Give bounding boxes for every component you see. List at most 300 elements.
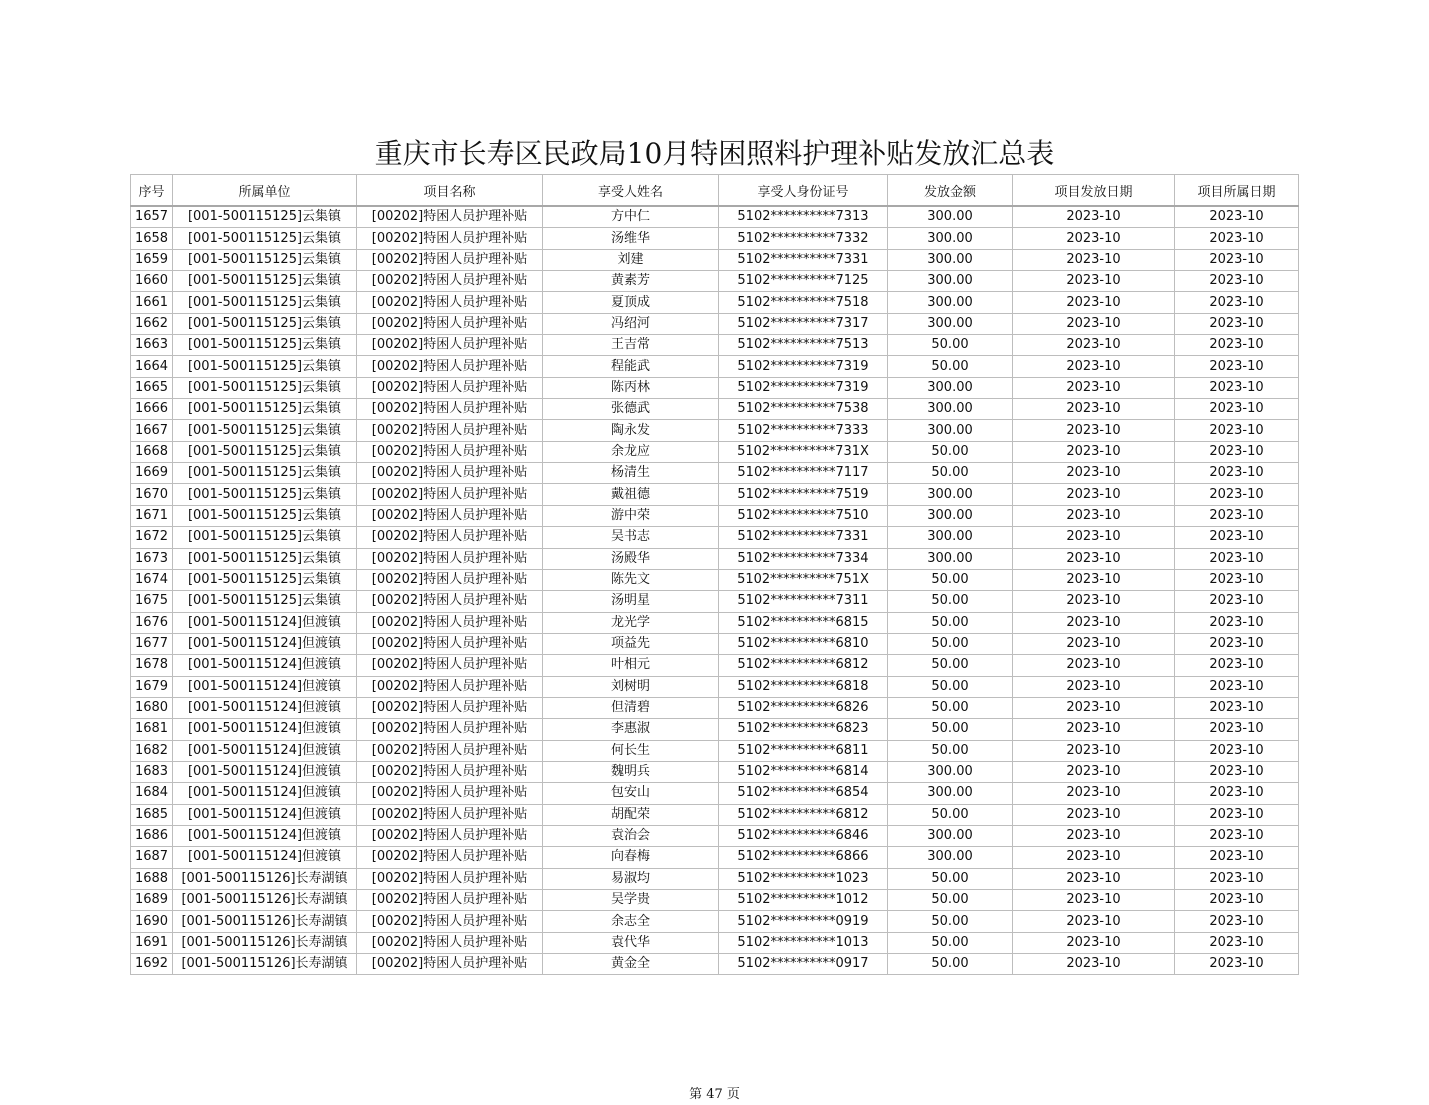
cell-col-id-number: 5102**********7331 <box>719 527 888 548</box>
cell-col-name: 程能武 <box>543 356 719 377</box>
table-row <box>131 783 1299 804</box>
cell-col-id-number: 5102**********7519 <box>719 484 888 505</box>
cell-col-unit: [001-500115124]但渡镇 <box>173 697 357 718</box>
cell-col-index: 1684 <box>131 783 173 804</box>
cell-col-project: [00202]特困人员护理补贴 <box>357 954 543 975</box>
cell-col-period: 2023-10 <box>1175 954 1299 975</box>
cell-col-period: 2023-10 <box>1175 399 1299 420</box>
cell-col-id-number: 5102**********7125 <box>719 271 888 292</box>
cell-col-id-number: 5102**********6818 <box>719 676 888 697</box>
cell-col-project: [00202]特困人员护理补贴 <box>357 676 543 697</box>
table-row <box>131 356 1299 377</box>
cell-col-unit: [001-500115125]云集镇 <box>173 569 357 590</box>
cell-col-name: 易淑均 <box>543 868 719 889</box>
page-footer-suffix: 页 <box>726 1087 740 1102</box>
cell-col-id-number: 5102**********7510 <box>719 505 888 526</box>
cell-col-amount: 50.00 <box>888 335 1013 356</box>
cell-col-project: [00202]特困人员护理补贴 <box>357 591 543 612</box>
cell-col-unit: [001-500115125]云集镇 <box>173 484 357 505</box>
cell-col-id-number: 5102**********6814 <box>719 761 888 782</box>
cell-col-period: 2023-10 <box>1175 911 1299 932</box>
table-row <box>131 377 1299 398</box>
header-col-name: 享受人姓名 <box>543 175 719 207</box>
cell-col-period: 2023-10 <box>1175 676 1299 697</box>
table-header <box>131 175 1299 207</box>
table-row <box>131 847 1299 868</box>
cell-col-issue-date: 2023-10 <box>1013 825 1175 846</box>
cell-col-index: 1690 <box>131 911 173 932</box>
cell-col-issue-date: 2023-10 <box>1013 569 1175 590</box>
table-row <box>131 655 1299 676</box>
cell-col-index: 1666 <box>131 399 173 420</box>
cell-col-unit: [001-500115125]云集镇 <box>173 249 357 270</box>
cell-col-id-number: 5102**********6854 <box>719 783 888 804</box>
cell-col-id-number: 5102**********7334 <box>719 548 888 569</box>
cell-col-name: 何长生 <box>543 740 719 761</box>
cell-col-name: 黄素芳 <box>543 271 719 292</box>
cell-col-amount: 300.00 <box>888 271 1013 292</box>
cell-col-period: 2023-10 <box>1175 441 1299 462</box>
cell-col-index: 1660 <box>131 271 173 292</box>
cell-col-issue-date: 2023-10 <box>1013 911 1175 932</box>
cell-col-project: [00202]特困人员护理补贴 <box>357 463 543 484</box>
cell-col-index: 1665 <box>131 377 173 398</box>
cell-col-index: 1657 <box>131 206 173 228</box>
table-row <box>131 954 1299 975</box>
table-body <box>131 206 1299 975</box>
cell-col-project: [00202]特困人员护理补贴 <box>357 548 543 569</box>
cell-col-name: 吴学贵 <box>543 890 719 911</box>
table-row <box>131 676 1299 697</box>
cell-col-index: 1680 <box>131 697 173 718</box>
cell-col-name: 刘建 <box>543 249 719 270</box>
cell-col-period: 2023-10 <box>1175 377 1299 398</box>
cell-col-period: 2023-10 <box>1175 569 1299 590</box>
header-col-project: 项目名称 <box>357 175 543 207</box>
table-row <box>131 740 1299 761</box>
cell-col-unit: [001-500115125]云集镇 <box>173 527 357 548</box>
cell-col-period: 2023-10 <box>1175 335 1299 356</box>
cell-col-period: 2023-10 <box>1175 719 1299 740</box>
cell-col-id-number: 5102**********0917 <box>719 954 888 975</box>
cell-col-project: [00202]特困人员护理补贴 <box>357 932 543 953</box>
cell-col-name: 王吉常 <box>543 335 719 356</box>
table-row <box>131 441 1299 462</box>
cell-col-amount: 50.00 <box>888 356 1013 377</box>
cell-col-unit: [001-500115125]云集镇 <box>173 335 357 356</box>
cell-col-project: [00202]特困人员护理补贴 <box>357 420 543 441</box>
cell-col-unit: [001-500115125]云集镇 <box>173 420 357 441</box>
cell-col-index: 1659 <box>131 249 173 270</box>
cell-col-index: 1688 <box>131 868 173 889</box>
cell-col-unit: [001-500115124]但渡镇 <box>173 655 357 676</box>
cell-col-id-number: 5102**********6823 <box>719 719 888 740</box>
cell-col-unit: [001-500115125]云集镇 <box>173 548 357 569</box>
cell-col-period: 2023-10 <box>1175 548 1299 569</box>
cell-col-issue-date: 2023-10 <box>1013 420 1175 441</box>
page-footer-prefix: 第 <box>689 1087 703 1102</box>
cell-col-amount: 300.00 <box>888 377 1013 398</box>
table-row <box>131 206 1299 228</box>
cell-col-project: [00202]特困人员护理补贴 <box>357 569 543 590</box>
table-row <box>131 548 1299 569</box>
cell-col-issue-date: 2023-10 <box>1013 804 1175 825</box>
cell-col-unit: [001-500115126]长寿湖镇 <box>173 911 357 932</box>
cell-col-period: 2023-10 <box>1175 633 1299 654</box>
cell-col-period: 2023-10 <box>1175 206 1299 228</box>
header-col-amount: 发放金额 <box>888 175 1013 207</box>
cell-col-issue-date: 2023-10 <box>1013 847 1175 868</box>
cell-col-amount: 300.00 <box>888 825 1013 846</box>
cell-col-unit: [001-500115126]长寿湖镇 <box>173 954 357 975</box>
cell-col-name: 夏顶成 <box>543 292 719 313</box>
cell-col-index: 1661 <box>131 292 173 313</box>
cell-col-name: 汤维华 <box>543 228 719 249</box>
cell-col-id-number: 5102**********7518 <box>719 292 888 313</box>
cell-col-name: 包安山 <box>543 783 719 804</box>
cell-col-id-number: 5102**********7311 <box>719 591 888 612</box>
cell-col-id-number: 5102**********0919 <box>719 911 888 932</box>
cell-col-unit: [001-500115125]云集镇 <box>173 271 357 292</box>
cell-col-period: 2023-10 <box>1175 292 1299 313</box>
cell-col-name: 戴祖德 <box>543 484 719 505</box>
cell-col-project: [00202]特困人员护理补贴 <box>357 313 543 334</box>
cell-col-issue-date: 2023-10 <box>1013 463 1175 484</box>
table-row <box>131 697 1299 718</box>
cell-col-id-number: 5102**********1012 <box>719 890 888 911</box>
cell-col-name: 冯绍河 <box>543 313 719 334</box>
cell-col-name: 魏明兵 <box>543 761 719 782</box>
cell-col-amount: 50.00 <box>888 591 1013 612</box>
cell-col-index: 1667 <box>131 420 173 441</box>
cell-col-unit: [001-500115125]云集镇 <box>173 206 357 228</box>
cell-col-issue-date: 2023-10 <box>1013 505 1175 526</box>
cell-col-index: 1662 <box>131 313 173 334</box>
cell-col-amount: 300.00 <box>888 548 1013 569</box>
cell-col-period: 2023-10 <box>1175 463 1299 484</box>
header-row <box>131 175 1299 207</box>
cell-col-project: [00202]特困人员护理补贴 <box>357 249 543 270</box>
cell-col-project: [00202]特困人员护理补贴 <box>357 761 543 782</box>
cell-col-name: 吴书志 <box>543 527 719 548</box>
cell-col-name: 余龙应 <box>543 441 719 462</box>
cell-col-project: [00202]特困人员护理补贴 <box>357 441 543 462</box>
cell-col-index: 1679 <box>131 676 173 697</box>
cell-col-unit: [001-500115125]云集镇 <box>173 591 357 612</box>
cell-col-issue-date: 2023-10 <box>1013 399 1175 420</box>
cell-col-issue-date: 2023-10 <box>1013 697 1175 718</box>
cell-col-amount: 50.00 <box>888 932 1013 953</box>
cell-col-id-number: 5102**********7331 <box>719 249 888 270</box>
cell-col-issue-date: 2023-10 <box>1013 271 1175 292</box>
cell-col-issue-date: 2023-10 <box>1013 441 1175 462</box>
cell-col-index: 1683 <box>131 761 173 782</box>
cell-col-project: [00202]特困人员护理补贴 <box>357 655 543 676</box>
cell-col-name: 黄金全 <box>543 954 719 975</box>
cell-col-unit: [001-500115125]云集镇 <box>173 399 357 420</box>
cell-col-index: 1669 <box>131 463 173 484</box>
cell-col-issue-date: 2023-10 <box>1013 292 1175 313</box>
cell-col-unit: [001-500115125]云集镇 <box>173 377 357 398</box>
cell-col-project: [00202]特困人员护理补贴 <box>357 633 543 654</box>
cell-col-id-number: 5102**********7317 <box>719 313 888 334</box>
cell-col-index: 1677 <box>131 633 173 654</box>
cell-col-amount: 50.00 <box>888 868 1013 889</box>
cell-col-period: 2023-10 <box>1175 591 1299 612</box>
cell-col-amount: 50.00 <box>888 911 1013 932</box>
cell-col-unit: [001-500115126]长寿湖镇 <box>173 890 357 911</box>
cell-col-issue-date: 2023-10 <box>1013 676 1175 697</box>
cell-col-id-number: 5102**********1023 <box>719 868 888 889</box>
cell-col-period: 2023-10 <box>1175 228 1299 249</box>
cell-col-amount: 300.00 <box>888 420 1013 441</box>
cell-col-project: [00202]特困人员护理补贴 <box>357 356 543 377</box>
cell-col-period: 2023-10 <box>1175 697 1299 718</box>
cell-col-name: 汤殿华 <box>543 548 719 569</box>
cell-col-amount: 300.00 <box>888 505 1013 526</box>
table-row <box>131 569 1299 590</box>
cell-col-period: 2023-10 <box>1175 825 1299 846</box>
table-row <box>131 719 1299 740</box>
table-row <box>131 292 1299 313</box>
cell-col-project: [00202]特困人员护理补贴 <box>357 612 543 633</box>
cell-col-name: 张德武 <box>543 399 719 420</box>
cell-col-project: [00202]特困人员护理补贴 <box>357 335 543 356</box>
cell-col-unit: [001-500115124]但渡镇 <box>173 719 357 740</box>
cell-col-project: [00202]特困人员护理补贴 <box>357 377 543 398</box>
cell-col-amount: 50.00 <box>888 569 1013 590</box>
cell-col-name: 但清碧 <box>543 697 719 718</box>
table-row <box>131 420 1299 441</box>
table-row <box>131 932 1299 953</box>
cell-col-amount: 50.00 <box>888 441 1013 462</box>
cell-col-period: 2023-10 <box>1175 761 1299 782</box>
cell-col-amount: 300.00 <box>888 228 1013 249</box>
cell-col-period: 2023-10 <box>1175 868 1299 889</box>
cell-col-id-number: 5102**********1013 <box>719 932 888 953</box>
cell-col-issue-date: 2023-10 <box>1013 783 1175 804</box>
cell-col-id-number: 5102**********6811 <box>719 740 888 761</box>
cell-col-id-number: 5102**********7513 <box>719 335 888 356</box>
cell-col-amount: 50.00 <box>888 697 1013 718</box>
cell-col-id-number: 5102**********7332 <box>719 228 888 249</box>
cell-col-project: [00202]特困人员护理补贴 <box>357 868 543 889</box>
cell-col-index: 1685 <box>131 804 173 825</box>
cell-col-period: 2023-10 <box>1175 356 1299 377</box>
table-row <box>131 633 1299 654</box>
cell-col-project: [00202]特困人员护理补贴 <box>357 719 543 740</box>
cell-col-project: [00202]特困人员护理补贴 <box>357 804 543 825</box>
table-row <box>131 911 1299 932</box>
cell-col-issue-date: 2023-10 <box>1013 527 1175 548</box>
cell-col-amount: 50.00 <box>888 463 1013 484</box>
table-row <box>131 335 1299 356</box>
cell-col-unit: [001-500115124]但渡镇 <box>173 783 357 804</box>
cell-col-index: 1673 <box>131 548 173 569</box>
table-row <box>131 505 1299 526</box>
cell-col-id-number: 5102**********731X <box>719 441 888 462</box>
cell-col-name: 陶永发 <box>543 420 719 441</box>
cell-col-issue-date: 2023-10 <box>1013 761 1175 782</box>
cell-col-index: 1678 <box>131 655 173 676</box>
cell-col-project: [00202]特困人员护理补贴 <box>357 740 543 761</box>
cell-col-name: 向春梅 <box>543 847 719 868</box>
cell-col-index: 1663 <box>131 335 173 356</box>
cell-col-period: 2023-10 <box>1175 740 1299 761</box>
page-number: 47 <box>706 1087 723 1102</box>
cell-col-period: 2023-10 <box>1175 932 1299 953</box>
cell-col-amount: 50.00 <box>888 676 1013 697</box>
cell-col-issue-date: 2023-10 <box>1013 249 1175 270</box>
page-footer <box>0 1083 1429 1102</box>
cell-col-index: 1686 <box>131 825 173 846</box>
cell-col-unit: [001-500115125]云集镇 <box>173 292 357 313</box>
cell-col-period: 2023-10 <box>1175 612 1299 633</box>
table-row <box>131 228 1299 249</box>
cell-col-name: 陈丙林 <box>543 377 719 398</box>
cell-col-project: [00202]特困人员护理补贴 <box>357 292 543 313</box>
cell-col-unit: [001-500115125]云集镇 <box>173 441 357 462</box>
cell-col-name: 杨清生 <box>543 463 719 484</box>
cell-col-index: 1682 <box>131 740 173 761</box>
cell-col-name: 方中仁 <box>543 206 719 228</box>
cell-col-amount: 300.00 <box>888 399 1013 420</box>
cell-col-index: 1675 <box>131 591 173 612</box>
table-row <box>131 484 1299 505</box>
cell-col-name: 项益先 <box>543 633 719 654</box>
header-col-unit: 所属单位 <box>173 175 357 207</box>
cell-col-name: 李惠淑 <box>543 719 719 740</box>
cell-col-id-number: 5102**********7319 <box>719 377 888 398</box>
cell-col-amount: 50.00 <box>888 633 1013 654</box>
cell-col-project: [00202]特困人员护理补贴 <box>357 527 543 548</box>
header-col-period: 项目所属日期 <box>1175 175 1299 207</box>
cell-col-project: [00202]特困人员护理补贴 <box>357 228 543 249</box>
cell-col-period: 2023-10 <box>1175 313 1299 334</box>
cell-col-index: 1681 <box>131 719 173 740</box>
table-row <box>131 271 1299 292</box>
cell-col-amount: 50.00 <box>888 719 1013 740</box>
cell-col-period: 2023-10 <box>1175 890 1299 911</box>
cell-col-amount: 300.00 <box>888 206 1013 228</box>
cell-col-index: 1689 <box>131 890 173 911</box>
cell-col-name: 汤明星 <box>543 591 719 612</box>
table-row <box>131 612 1299 633</box>
cell-col-issue-date: 2023-10 <box>1013 356 1175 377</box>
cell-col-project: [00202]特困人员护理补贴 <box>357 399 543 420</box>
cell-col-unit: [001-500115124]但渡镇 <box>173 676 357 697</box>
cell-col-id-number: 5102**********7333 <box>719 420 888 441</box>
cell-col-project: [00202]特困人员护理补贴 <box>357 697 543 718</box>
cell-col-issue-date: 2023-10 <box>1013 740 1175 761</box>
cell-col-index: 1658 <box>131 228 173 249</box>
cell-col-index: 1691 <box>131 932 173 953</box>
cell-col-unit: [001-500115126]长寿湖镇 <box>173 932 357 953</box>
cell-col-name: 袁治会 <box>543 825 719 846</box>
cell-col-amount: 300.00 <box>888 527 1013 548</box>
cell-col-period: 2023-10 <box>1175 804 1299 825</box>
cell-col-name: 刘树明 <box>543 676 719 697</box>
cell-col-unit: [001-500115125]云集镇 <box>173 228 357 249</box>
cell-col-id-number: 5102**********6812 <box>719 804 888 825</box>
cell-col-id-number: 5102**********7313 <box>719 206 888 228</box>
cell-col-unit: [001-500115124]但渡镇 <box>173 633 357 654</box>
cell-col-id-number: 5102**********751X <box>719 569 888 590</box>
cell-col-project: [00202]特困人员护理补贴 <box>357 206 543 228</box>
table-row <box>131 399 1299 420</box>
cell-col-issue-date: 2023-10 <box>1013 591 1175 612</box>
cell-col-project: [00202]特困人员护理补贴 <box>357 505 543 526</box>
cell-col-issue-date: 2023-10 <box>1013 377 1175 398</box>
cell-col-index: 1668 <box>131 441 173 462</box>
cell-col-amount: 300.00 <box>888 484 1013 505</box>
cell-col-project: [00202]特困人员护理补贴 <box>357 484 543 505</box>
cell-col-issue-date: 2023-10 <box>1013 868 1175 889</box>
cell-col-period: 2023-10 <box>1175 271 1299 292</box>
cell-col-index: 1664 <box>131 356 173 377</box>
cell-col-index: 1674 <box>131 569 173 590</box>
cell-col-period: 2023-10 <box>1175 505 1299 526</box>
table-row <box>131 313 1299 334</box>
cell-col-unit: [001-500115125]云集镇 <box>173 313 357 334</box>
cell-col-id-number: 5102**********7117 <box>719 463 888 484</box>
cell-col-project: [00202]特困人员护理补贴 <box>357 271 543 292</box>
table-row <box>131 890 1299 911</box>
cell-col-index: 1692 <box>131 954 173 975</box>
cell-col-amount: 50.00 <box>888 804 1013 825</box>
table-row <box>131 804 1299 825</box>
cell-col-amount: 50.00 <box>888 890 1013 911</box>
cell-col-id-number: 5102**********6846 <box>719 825 888 846</box>
cell-col-period: 2023-10 <box>1175 249 1299 270</box>
cell-col-period: 2023-10 <box>1175 655 1299 676</box>
cell-col-amount: 300.00 <box>888 313 1013 334</box>
cell-col-period: 2023-10 <box>1175 783 1299 804</box>
cell-col-amount: 300.00 <box>888 249 1013 270</box>
cell-col-name: 余志全 <box>543 911 719 932</box>
cell-col-amount: 50.00 <box>888 612 1013 633</box>
cell-col-unit: [001-500115124]但渡镇 <box>173 761 357 782</box>
cell-col-id-number: 5102**********6815 <box>719 612 888 633</box>
cell-col-name: 游中荣 <box>543 505 719 526</box>
cell-col-unit: [001-500115124]但渡镇 <box>173 612 357 633</box>
cell-col-issue-date: 2023-10 <box>1013 484 1175 505</box>
table-row <box>131 463 1299 484</box>
cell-col-name: 袁代华 <box>543 932 719 953</box>
cell-col-index: 1672 <box>131 527 173 548</box>
cell-col-issue-date: 2023-10 <box>1013 228 1175 249</box>
page-title: 重庆市长寿区民政局10月特困照料护理补贴发放汇总表 <box>374 137 1055 170</box>
cell-col-index: 1676 <box>131 612 173 633</box>
cell-col-unit: [001-500115124]但渡镇 <box>173 825 357 846</box>
cell-col-issue-date: 2023-10 <box>1013 633 1175 654</box>
cell-col-amount: 300.00 <box>888 783 1013 804</box>
cell-col-id-number: 5102**********7538 <box>719 399 888 420</box>
cell-col-project: [00202]特困人员护理补贴 <box>357 890 543 911</box>
cell-col-unit: [001-500115125]云集镇 <box>173 463 357 484</box>
cell-col-unit: [001-500115126]长寿湖镇 <box>173 868 357 889</box>
subsidy-table <box>130 174 1299 975</box>
cell-col-period: 2023-10 <box>1175 484 1299 505</box>
cell-col-unit: [001-500115125]云集镇 <box>173 356 357 377</box>
cell-col-amount: 50.00 <box>888 740 1013 761</box>
cell-col-issue-date: 2023-10 <box>1013 612 1175 633</box>
cell-col-amount: 50.00 <box>888 954 1013 975</box>
table-row <box>131 761 1299 782</box>
cell-col-unit: [001-500115125]云集镇 <box>173 505 357 526</box>
cell-col-issue-date: 2023-10 <box>1013 932 1175 953</box>
cell-col-name: 陈先文 <box>543 569 719 590</box>
